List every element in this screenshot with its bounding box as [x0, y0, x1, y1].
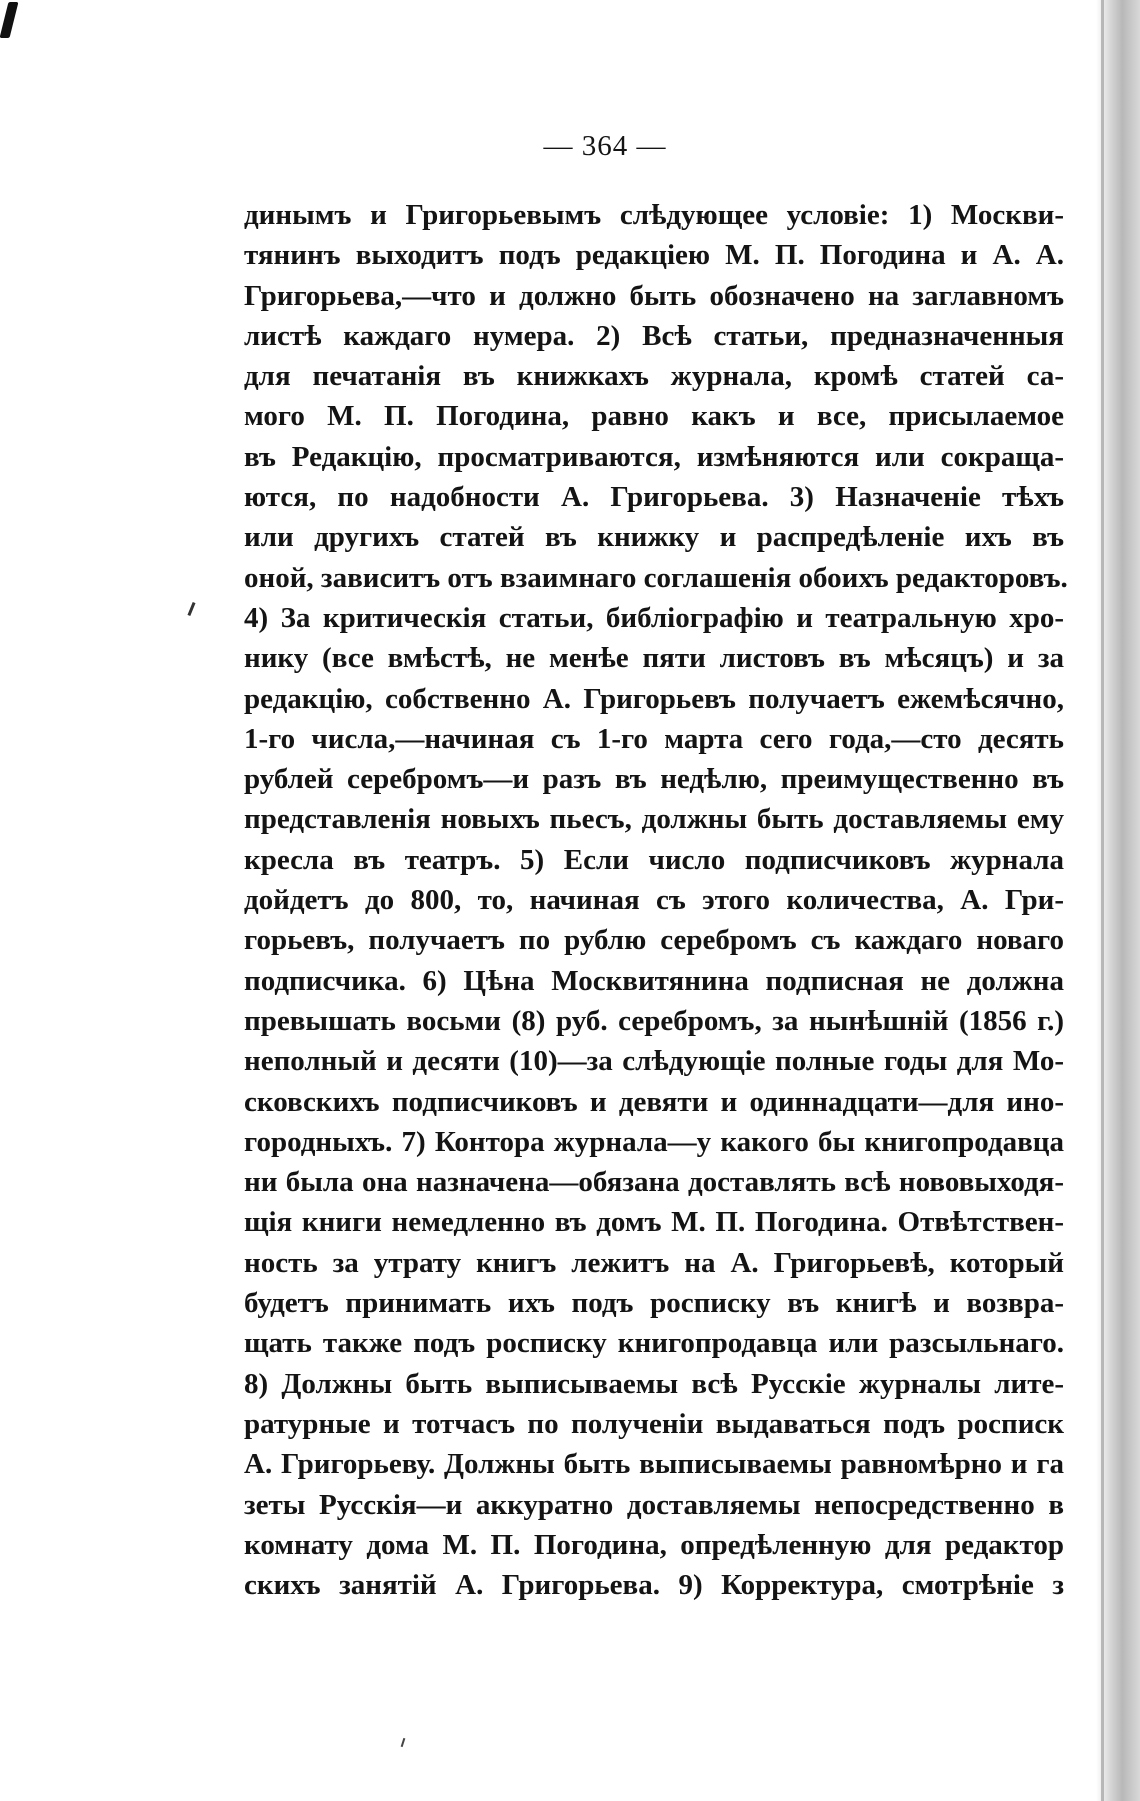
text-line: горьевъ, получаетъ по рублю серебромъ съ каждаго новаго	[244, 924, 1064, 957]
text-line: городныхъ. 7) Контора журнала—у какого бы книгопродавца	[244, 1125, 1064, 1158]
body-text	[244, 195, 1068, 1605]
page-edge-line	[1101, 0, 1104, 1801]
text-line: листѣ каждаго нумера. 2) Всѣ статьи, предназначенныя	[244, 319, 1064, 352]
text-line: 4) За критическія статьи, библіографію и театральную хро-	[244, 601, 1064, 634]
text-line: щать также подъ росписку книгопродавца или разсыльнаго.	[244, 1327, 1064, 1360]
text-line: оной, зависитъ отъ взаимнаго соглашенія обоихъ редакторовъ.	[244, 561, 1068, 594]
stray-ink-mark	[401, 1738, 406, 1747]
text-line: нику (все вмѣстѣ, не менѣе пяти листовъ въ мѣсяцъ) и за	[244, 642, 1064, 675]
text-line: зеты Русскія—и аккуратно доставляемы непосредственно в	[244, 1488, 1064, 1521]
text-line: кресла въ театръ. 5) Если число подписчиковъ журнала	[244, 843, 1064, 876]
text-line: динымъ и Григорьевымъ слѣдующее условіе: 1) Москви-	[244, 199, 1064, 231]
text-line: рублей серебромъ—и разъ въ недѣлю, преимущественно въ	[244, 763, 1064, 796]
text-line: подписчика. 6) Цѣна Москвитянина подписная не должна	[244, 964, 1064, 997]
corner-ink-mark	[0, 2, 18, 38]
text-line: 8) Должны быть выписываемы всѣ Русскіе журналы лите-	[244, 1367, 1064, 1400]
text-line: тянинъ выходитъ подъ редакціею М. П. Погодина и А. А.	[244, 239, 1064, 272]
text-line: будетъ принимать ихъ подъ росписку въ книгѣ и возвра-	[244, 1287, 1064, 1320]
text-line: щія книги немедленно въ домъ М. П. Погодина. Отвѣтствен-	[244, 1206, 1064, 1239]
text-line: скихъ занятій А. Григорьева. 9) Корректура, смотрѣніе з	[244, 1569, 1064, 1602]
text-line: для печатанія въ книжкахъ журнала, кромѣ статей са-	[244, 360, 1064, 393]
text-line: ни была она назначена—обязана доставлять всѣ нововыходя-	[244, 1166, 1064, 1199]
text-line: дойдетъ до 800, то, начиная съ этого количества, А. Гри-	[244, 884, 1064, 917]
text-line: неполный и десяти (10)—за слѣдующіе полные годы для Мо-	[244, 1045, 1064, 1078]
text-line: редакцію, собственно А. Григорьевъ получаетъ ежемѣсячно,	[244, 682, 1064, 715]
text-line: А. Григорьеву. Должны быть выписываемы равномѣрно и га	[244, 1448, 1064, 1481]
text-line: Григорьева,—что и должно быть обозначено на заглавномъ	[244, 279, 1064, 312]
text-line: ются, по надобности А. Григорьева. 3) Назначеніе тѣхъ	[244, 481, 1064, 514]
text-line: представленія новыхъ пьесъ, должны быть доставляемы ему	[244, 803, 1064, 836]
text-line: комнату дома М. П. Погодина, опредѣленную для редактор	[244, 1528, 1064, 1561]
text-line: ратурные и тотчасъ по полученіи выдаваться подъ росписк	[244, 1407, 1064, 1440]
stray-ink-mark	[187, 602, 195, 616]
text-line: превышать восьми (8) руб. серебромъ, за нынѣшній (1856 г.)	[244, 1004, 1064, 1037]
text-line: сковскихъ подписчиковъ и девяти и одиннадцати—для ино-	[244, 1085, 1064, 1118]
text-line: 1-го числа,—начиная съ 1-го марта сего года,—сто десять	[244, 722, 1064, 755]
text-line: ность за утрату книгъ лежитъ на А. Григорьевѣ, который	[244, 1246, 1064, 1279]
text-line: или другихъ статей въ книжку и распредѣленіе ихъ въ	[244, 521, 1064, 554]
page-number: — 364 —	[543, 130, 667, 162]
text-line: въ Редакцію, просматриваются, измѣняются или сокраща-	[244, 440, 1064, 473]
text-line: мого М. П. Погодина, равно какъ и все, присылаемое	[244, 400, 1064, 433]
